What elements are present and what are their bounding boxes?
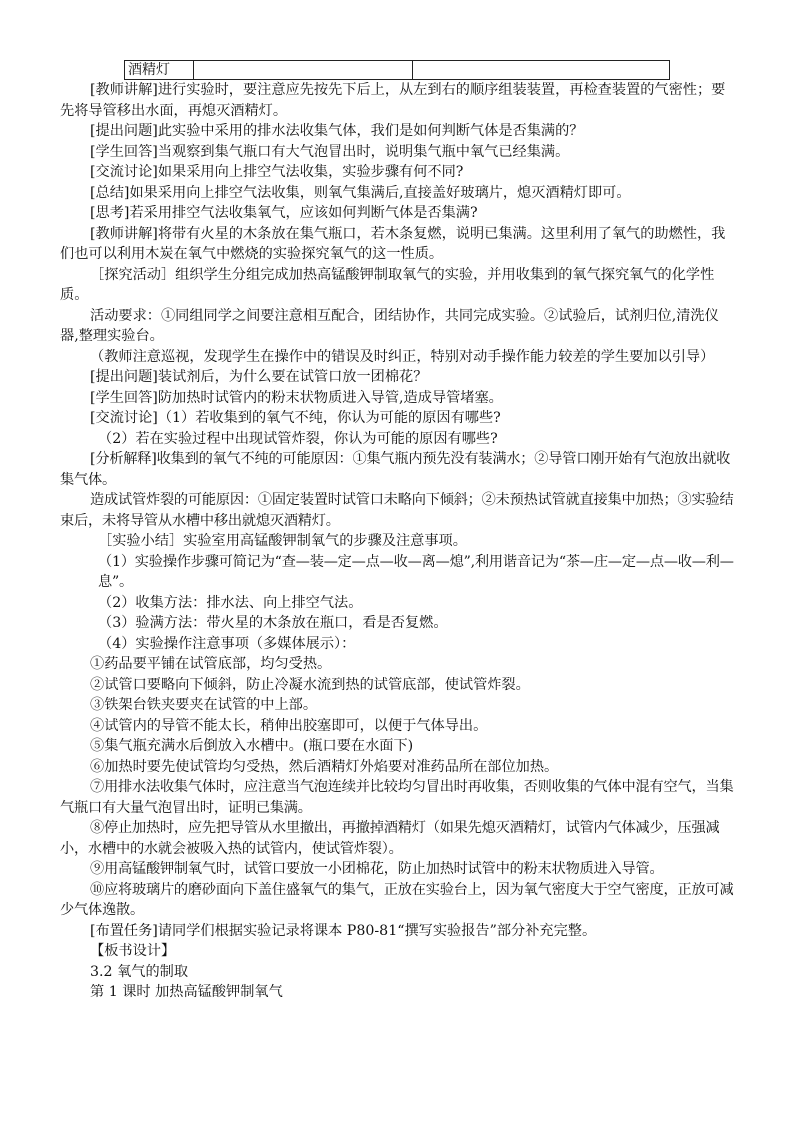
paragraph: [学生回答]当观察到集气瓶口有大气泡冒出时，说明集气瓶中氧气已经集满。 (90, 143, 570, 160)
paragraph: 活动要求：①同组同学之间要注意相互配合，团结协作，共同完成实验。②试验后，试剂归位,清洗仪器,整理实验台。 (60, 307, 719, 344)
paragraph: （2）若在实验过程中出现试管炸裂，你认为可能的原因有哪些? (98, 430, 498, 447)
paragraph: ③铁架台铁夹要夹在试管的中上部。 (90, 697, 318, 713)
section-heading: 【板书设计】 (90, 943, 176, 959)
board-title: 3.2 氧气的制取 (90, 963, 189, 980)
paragraph: [交流讨论]（1）若收集到的氧气不纯，你认为可能的原因有哪些? (90, 410, 501, 426)
paragraph: [交流讨论]如果采用向上排空气法收集，实验步骤有何不同? (90, 164, 464, 180)
paragraph: ⑥加热时要先使试管均匀受热，然后酒精灯外焰要对准药品所在部位加热。 (90, 758, 559, 775)
paragraph: （4）实验操作注意事项（多媒体展示）： (98, 635, 356, 652)
table-row (125, 61, 670, 80)
table-cell (413, 61, 670, 80)
paragraph: [思考]若采用排空气法收集氧气，应该如何判断气体是否集满? (90, 205, 478, 221)
document-page (60, 60, 734, 1003)
paragraph: [教师讲解]将带有火星的木条放在集气瓶口，若木条复燃，说明已集满。这里利用了氧气的助燃性，我们也可以利用木炭在氧气中燃烧的实验探究氧气的这一性质。 (60, 225, 726, 262)
paragraph: [提出问题]装试剂后，为什么要在试管口放一团棉花？ (90, 369, 428, 385)
paragraph: [提出问题]此实验中采用的排水法收集气体，我们是如何判断气体是否集满的？ (90, 123, 584, 139)
paragraph: （1）实验操作步骤可简记为“查—装—定—点—收—离—熄”,利用谐音记为“茶—庄—定—点—收—利—息”。 (98, 553, 734, 590)
paragraph: ④试管内的导管不能太长，稍伸出胶塞即可，以便于气体导出。 (90, 717, 488, 734)
paragraph: [总结]如果采用向上排空气法收集，则氧气集满后,直接盖好玻璃片，熄灭酒精灯即可。 (90, 184, 631, 201)
paragraph: ⑩应将玻璃片的磨砂面向下盖住盛氧气的集气，正放在实验台上，因为氧气密度大于空气密度，正放可减少气体逸散。 (60, 881, 734, 918)
table-cell (194, 61, 413, 80)
paragraph: [布置任务]请同学们根据实验记录将课本 P80-81“撰写实验报告”部分补充完整。 (90, 922, 597, 939)
paragraph: （3）验满方法：带火星的木条放在瓶口，看是否复燃。 (98, 615, 448, 631)
paragraph: （2）收集方法：排水法、向上排空气法。 (98, 594, 363, 611)
paragraph: ②试管口要略向下倾斜，防止冷凝水流到热的试管底部，使试管炸裂。 (90, 676, 530, 693)
paragraph: ⑨用高锰酸钾制氧气时，试管口要放一小团棉花，防止加热时试管中的粉末状物质进入导管。 (90, 861, 664, 877)
paragraph: [分析解释]收集到的氧气不纯的可能原因：①集气瓶内预先没有装满水；②导管口刚开始有气泡放出就收集气体。 (60, 451, 731, 488)
paragraph: ①药品要平铺在试管底部，均匀受热。 (90, 656, 332, 672)
paragraph: ［探究活动］组织学生分组完成加热高锰酸钾制取氧气的实验，并用收集到的氧气探究氧气的化学性质。 (60, 266, 715, 303)
paragraph: ⑦用排水法收集气体时，应注意当气泡连续并比较均匀冒出时再收集，否则收集的气体中混有空气，当集气瓶口有大量气泡冒出时，证明已集满。 (60, 779, 734, 816)
paragraph: [学生回答]防加热时试管内的粉末状物质进入导管,造成导管堵塞。 (90, 389, 503, 406)
paragraph: [教师讲解]进行实验时，要注意应先按先下后上，从左到右的顺序组装装置，再检查装置的气密性；要先将导管移出水面，再熄灭酒精灯。 (60, 82, 726, 119)
paragraph: 造成试管炸裂的可能原因：①固定装置时试管口未略向下倾斜；②未预热试管就直接集中加热；③实验结束后，未将导管从水槽中移出就熄灭酒精灯。 (60, 492, 734, 529)
table-cell: 酒精灯 (125, 61, 194, 80)
equipment-table (124, 60, 670, 80)
paragraph: ⑧停止加热时，应先把导管从水里撤出，再撤掉酒精灯（如果先熄灭酒精灯，试管内气体减少，压强减小，水槽中的水就会被吸入热的试管内，使试管炸裂）。 (60, 820, 720, 857)
board-subtitle: 第 1 课时 加热高锰酸钾制氧气 (90, 984, 283, 1000)
paragraph: （教师注意巡视，发现学生在操作中的错误及时纠正，特别对动手操作能力较差的学生要加以引导） (90, 348, 715, 365)
paragraph: ⑤集气瓶充满水后倒放入水槽中。(瓶口要在水面下) (90, 738, 414, 754)
paragraph: ［实验小结］实验室用高锰酸钾制氧气的步骤及注意事项。 (98, 533, 467, 549)
